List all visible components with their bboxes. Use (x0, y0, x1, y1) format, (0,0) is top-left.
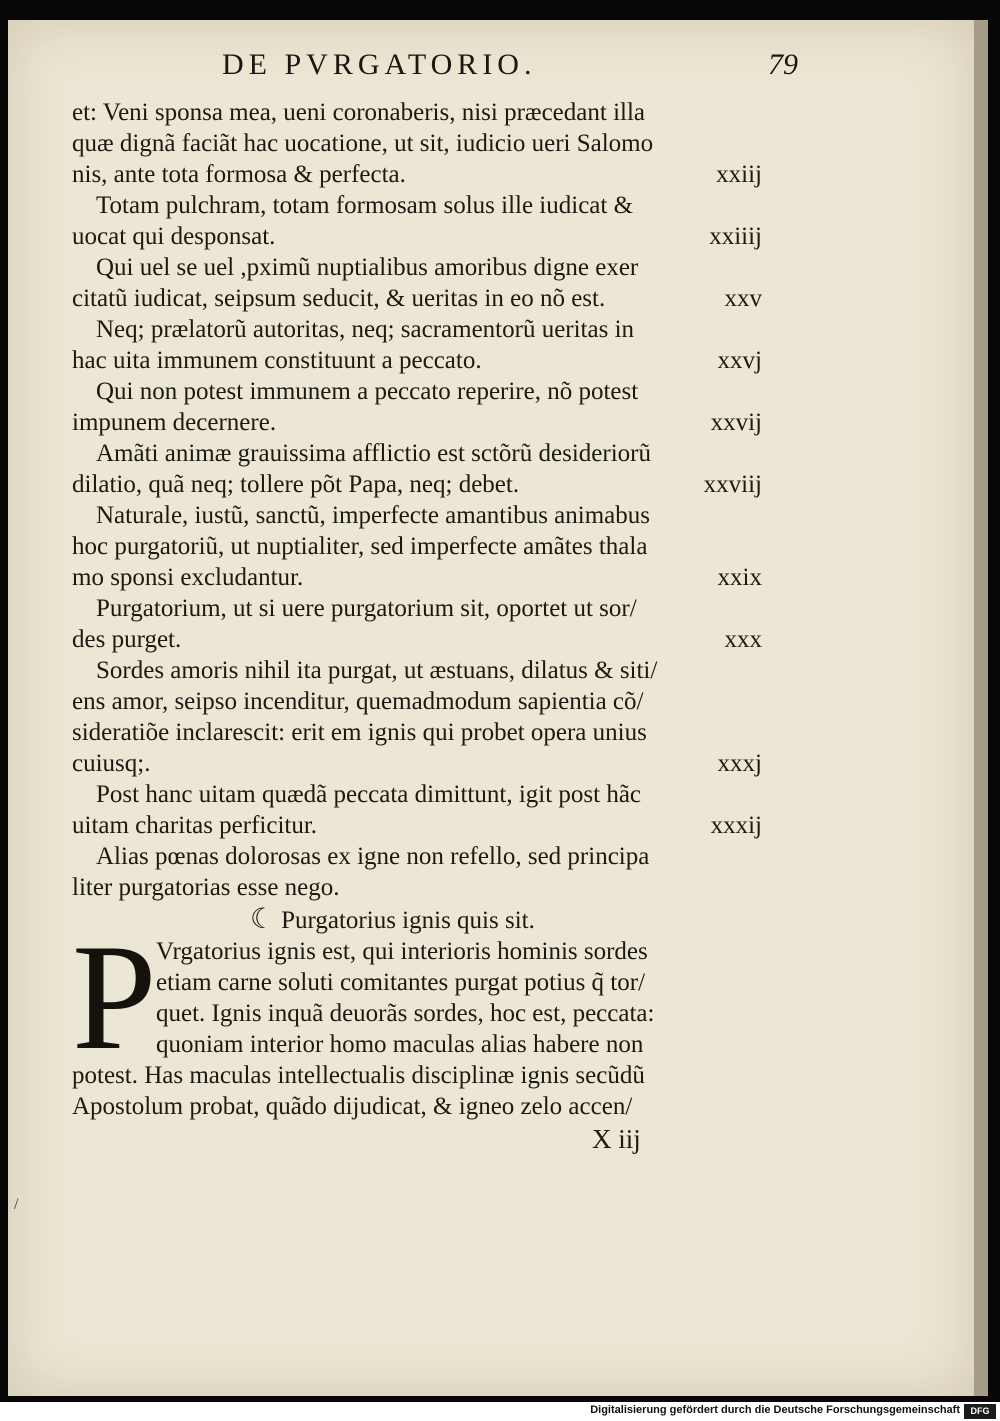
running-head (0, 48, 1000, 96)
line-text: hoc purgatoriũ, ut nuptialiter, sed imperfecte amãtes thala (72, 533, 648, 560)
margin-mark: / (14, 1196, 19, 1213)
line-text: uocat qui desponsat. (72, 223, 276, 250)
thesis-number: xxiiij (709, 223, 762, 250)
line-text: Purgatorium, ut si uere purgatorium sit, oportet ut sor/ (96, 595, 637, 622)
thesis-number: xxvj (717, 347, 762, 374)
text-line (72, 376, 762, 407)
text-line (72, 748, 762, 779)
line-text: Alias pœnas dolorosas ex igne non refello, sed principa (96, 843, 650, 870)
footer-credit: Digitalisierung gefördert durch die Deutsche Forschungsgemeinschaft (590, 1404, 960, 1416)
line-text: Totam pulchram, totam formosam solus ille iudicat & (96, 192, 634, 219)
paragraph-continuation (72, 1060, 762, 1122)
text-line (72, 872, 762, 903)
text-line: potest. Has maculas intellectualis disciplinæ ignis secũdũ (72, 1062, 645, 1089)
line-text: Qui uel se uel ,pximũ nuptialibus amoribus digne exer (96, 254, 639, 281)
footer-bar (0, 1402, 1000, 1421)
text-block (72, 97, 762, 1156)
section-heading (72, 903, 762, 936)
line-text: citatũ iudicat, seipsum seducit, & ueritas in eo nõ est. (72, 285, 606, 312)
line-text: nis, ante tota formosa & perfecta. (72, 161, 406, 188)
thesis-number: xxxij (710, 812, 762, 839)
text-line (72, 655, 762, 686)
text-line (72, 531, 762, 562)
page-edge (974, 20, 988, 1396)
text-line (72, 345, 762, 376)
text-line (72, 779, 762, 810)
line-text: ens amor, seipso incenditur, quemadmodum sapientia cõ/ (72, 688, 644, 715)
line-text: sideratiõe inclarescit: erit em ignis qui probet opera unius (72, 719, 647, 746)
text-line (72, 252, 762, 283)
text-line (72, 624, 762, 655)
thesis-number: xxvij (710, 409, 762, 436)
text-line (72, 593, 762, 624)
line-text: Sordes amoris nihil ita purgat, ut æstuans, dilatus & siti/ (96, 657, 658, 684)
line-text: cuiusq;. (72, 750, 151, 777)
text-line (72, 283, 762, 314)
text-line: quet. Ignis inquã deuorãs sordes, hoc est, peccata: (156, 1000, 655, 1027)
line-text: Qui non potest immunem a peccato reperire, nõ potest (96, 378, 639, 405)
text-line (72, 159, 762, 190)
pilcrow-icon: ☾ (250, 904, 276, 935)
thesis-list (72, 97, 762, 903)
line-text: dilatio, quã neq; tollere põt Papa, neq; debet. (72, 471, 520, 498)
line-text: des purget. (72, 626, 182, 653)
line-text: Post hanc uitam quædã peccata dimittunt, igit post hãc (96, 781, 642, 808)
text-line (72, 438, 762, 469)
text-line (72, 686, 762, 717)
line-text: et: Veni sponsa mea, ueni coronaberis, nisi præcedant illa (72, 99, 645, 126)
text-line (72, 97, 762, 128)
line-text: mo sponsi excludantur. (72, 564, 304, 591)
line-text: Naturale, iustũ, sanctũ, imperfecte amantibus animabus (96, 502, 650, 529)
thesis-number: xxiij (716, 161, 762, 188)
text-line (72, 128, 762, 159)
section-heading-text: Purgatorius ignis quis sit. (281, 907, 535, 934)
line-text: Amãti animæ grauissima afflictio est sctõrũ desideriorũ (96, 440, 651, 467)
text-line (72, 407, 762, 438)
text-line (72, 190, 762, 221)
text-line (72, 841, 762, 872)
text-line (72, 562, 762, 593)
text-line (72, 717, 762, 748)
text-line (72, 469, 762, 500)
drop-cap-initial: P (72, 913, 157, 1081)
text-line: quoniam interior homo maculas alias habere non (156, 1031, 644, 1058)
line-text: liter purgatorias esse nego. (72, 874, 340, 901)
text-line: etiam carne soluti comitantes purgat potius q̃ tor/ (156, 969, 646, 996)
line-text: impunem decernere. (72, 409, 277, 436)
text-line (72, 221, 762, 252)
thesis-number: xxx (724, 626, 762, 653)
text-line (72, 810, 762, 841)
line-text: uitam charitas perficitur. (72, 812, 318, 839)
thesis-number: xxxj (717, 750, 762, 777)
signature-mark: X iij (592, 1124, 641, 1154)
thesis-number: xxv (724, 285, 762, 312)
thesis-number: xxix (717, 564, 762, 591)
line-text: hac uita immunem constituunt a peccato. (72, 347, 482, 374)
text-line: Vrgatorius ignis est, qui interioris hominis sordes (156, 938, 648, 965)
text-line: Apostolum probat, quãdo dijudicat, & igneo zelo accen/ (72, 1093, 633, 1120)
line-text: Neq; prælatorũ autoritas, neq; sacramentorũ ueritas in (96, 316, 635, 343)
line-text: quæ dignã faciãt hac uocatione, ut sit, iudicio ueri Salomo (72, 130, 654, 157)
dfg-logo: DFG (964, 1404, 996, 1419)
text-line (72, 314, 762, 345)
page-number: 79 (768, 48, 798, 81)
text-line (72, 500, 762, 531)
running-title: DE PVRGATORIO. (222, 48, 537, 81)
thesis-number: xxviij (703, 471, 762, 498)
